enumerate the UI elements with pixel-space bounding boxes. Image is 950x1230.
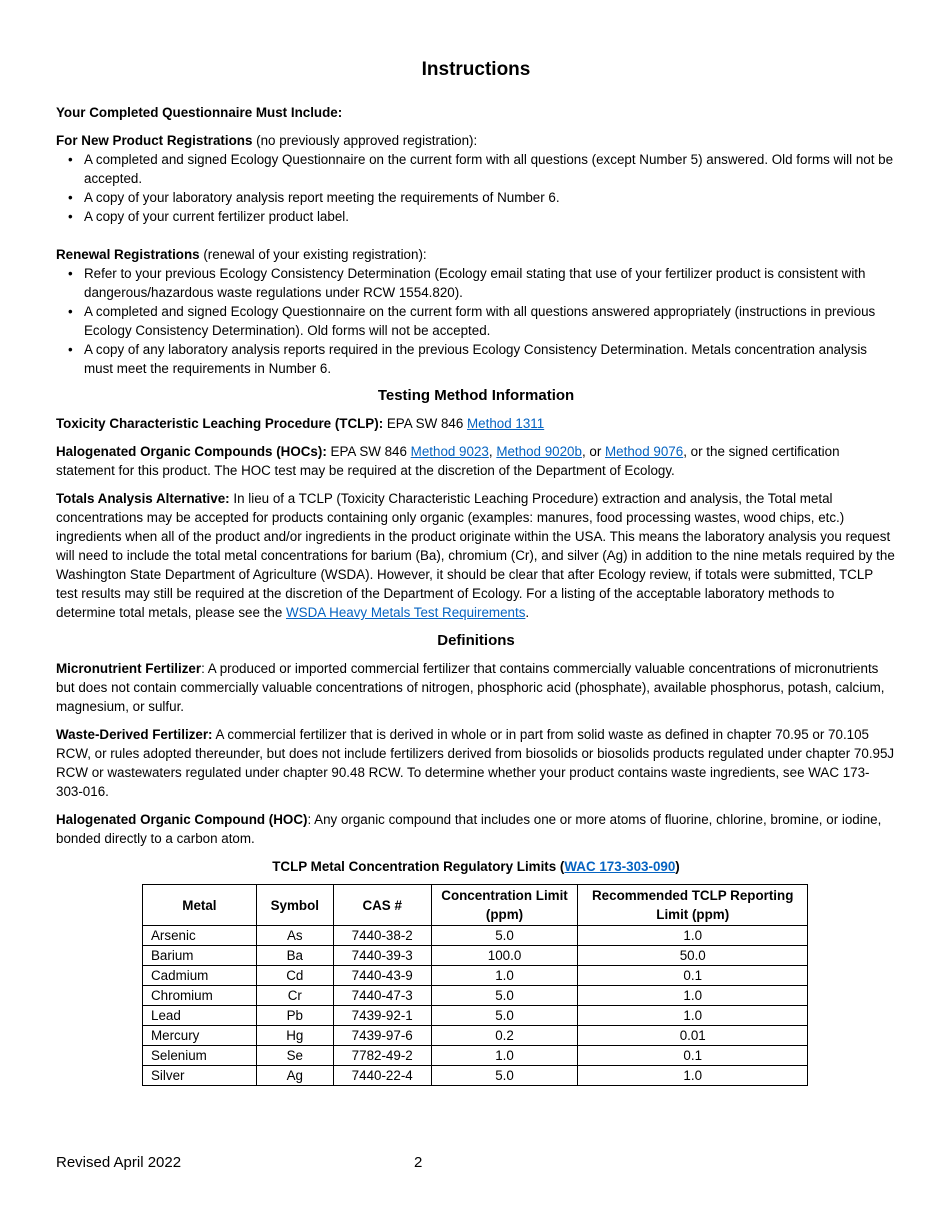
totals-text: In lieu of a TCLP (Toxicity Characteristic Leaching Procedure) extraction and analysis, the Total metal concentrations may be accepted for products containing only organic (examples: manures, food processing wastes, wood chips, etc.) ingredients when all of the product and/or ingredients in the product originate within the USA. This means the laboratory analysis you request will need to include the total metal concentrations for barium (Ba), chromium (Cr), and silver (Ag) in addition to the nine metals required by the Washington State Department of Agriculture (WSDA). However, it should be clear that after Ecology review, if totals were submitted, TCLP test results may still be required at the discretion of the Department of Ecology. For a listing of the acceptable laboratory methods to determine total metals, please see the	[56, 491, 895, 620]
tclp-text: EPA SW 846	[383, 416, 468, 431]
hoc-separator: ,	[488, 444, 497, 459]
waste-derived-label: Waste-Derived Fertilizer:	[56, 727, 213, 742]
cas-cell: 7440-39-3	[333, 946, 431, 966]
tclp-label: Toxicity Characteristic Leaching Procedure (TCLP):	[56, 416, 384, 431]
method-9020b-link[interactable]: Method 9020b	[496, 444, 582, 459]
metal-cell: Cadmium	[143, 966, 257, 986]
micronutrient-label: Micronutrient Fertilizer	[56, 661, 202, 676]
cas-cell: 7439-97-6	[333, 1026, 431, 1046]
tclp-limits-table	[142, 884, 808, 1086]
list-item: • A copy of any laboratory analysis reports required in the previous Ecology Consistency Determination. Metals concentration analysis must meet the requirements in Number 6.	[84, 340, 896, 378]
concentration-limit-cell: 5.0	[431, 986, 578, 1006]
method-1311-link[interactable]: Method 1311	[467, 416, 545, 431]
metal-cell: Arsenic	[143, 926, 257, 946]
revised-date: Revised April 2022	[56, 1154, 182, 1171]
totals-end: .	[525, 605, 530, 620]
metal-cell: Silver	[143, 1066, 257, 1086]
concentration-limit-cell: 1.0	[431, 966, 578, 986]
hoc-label: Halogenated Organic Compounds (HOCs):	[56, 444, 327, 459]
definitions-heading: Definitions	[437, 632, 515, 649]
cas-cell: 7440-43-9	[333, 966, 431, 986]
symbol-cell: Cr	[256, 986, 333, 1006]
totals-paragraph	[56, 489, 896, 622]
cas-cell: 7440-47-3	[333, 986, 431, 1006]
waste-derived-text: A commercial fertilizer that is derived in whole or in part from solid waste as defined in chapter 70.95 or 70.105 RCW, or rules adopted thereunder, but does not include fertilizers derived from biosolids or biosolids products regulated under chapter 70.95J RCW or wastewaters regulated under chapter 90.48 RCW. To determine whether your product contains waste ingredients, see WAC 173-303-016.	[56, 727, 895, 799]
cas-cell: 7439-92-1	[333, 1006, 431, 1026]
page-number: 2	[414, 1154, 423, 1171]
totals-label: Totals Analysis Alternative:	[56, 491, 230, 506]
hoc-paragraph	[56, 442, 896, 480]
caption-end: )	[675, 859, 680, 874]
symbol-cell: Se	[256, 1046, 333, 1066]
metal-cell: Barium	[143, 946, 257, 966]
table-row	[143, 966, 808, 986]
renewal-registrations-heading	[56, 245, 896, 264]
cas-cell: 7440-22-4	[333, 1066, 431, 1086]
symbol-cell: Ba	[256, 946, 333, 966]
list-item: • A copy of your current fertilizer product label.	[84, 207, 896, 226]
hoc-separator: , or	[581, 444, 606, 459]
list-item: • Refer to your previous Ecology Consistency Determination (Ecology email stating that use of your fertilizer product is consistent with dangerous/hazardous waste regulations under RCW 1554.820).	[84, 264, 896, 302]
hoc-definition-label: Halogenated Organic Compound (HOC)	[56, 812, 308, 827]
tclp-paragraph	[56, 414, 896, 433]
renewal-registrations-list	[56, 264, 896, 378]
symbol-cell: As	[256, 926, 333, 946]
cas-cell: 7782-49-2	[333, 1046, 431, 1066]
reporting-limit-cell: 1.0	[578, 1066, 808, 1086]
concentration-limit-cell: 0.2	[431, 1026, 578, 1046]
reporting-limit-cell: 1.0	[578, 986, 808, 1006]
metal-cell: Lead	[143, 1006, 257, 1026]
reporting-limit-cell: 0.1	[578, 1046, 808, 1066]
metal-cell: Chromium	[143, 986, 257, 1006]
table-row	[143, 946, 808, 966]
list-item: • A copy of your laboratory analysis report meeting the requirements of Number 6.	[84, 188, 896, 207]
concentration-limit-cell: 100.0	[431, 946, 578, 966]
column-header-reporting-limit: Recommended TCLP Reporting Limit (ppm)	[578, 885, 808, 926]
reporting-limit-cell: 1.0	[578, 1006, 808, 1026]
list-item: • A completed and signed Ecology Questionnaire on the current form with all questions (except Number 5) answered. Old forms will not be accepted.	[84, 150, 896, 188]
hoc-definition-text: : Any organic compound that includes one or more atoms of fluorine, chlorine, bromine, or iodine, bonded directly to a carbon atom.	[56, 812, 882, 846]
cas-cell: 7440-38-2	[333, 926, 431, 946]
column-header-concentration-limit: Concentration Limit (ppm)	[431, 885, 578, 926]
column-header-symbol: Symbol	[256, 885, 333, 926]
symbol-cell: Pb	[256, 1006, 333, 1026]
caption-text: TCLP Metal Concentration Regulatory Limits (	[272, 859, 565, 874]
testing-method-heading: Testing Method Information	[377, 387, 575, 404]
must-include-heading: Your Completed Questionnaire Must Include:	[56, 105, 343, 120]
table-header-row	[143, 885, 808, 926]
hoc-text-end: , or the signed certification statement for this product. The HOC test may be required at the discretion of the Department of Ecology.	[56, 444, 840, 478]
symbol-cell: Hg	[256, 1026, 333, 1046]
new-registrations-note: (no previously approved registration):	[252, 133, 478, 148]
waste-derived-definition	[56, 725, 896, 801]
table-row	[143, 1026, 808, 1046]
table-row	[143, 926, 808, 946]
table-row	[143, 1006, 808, 1026]
concentration-limit-cell: 5.0	[431, 926, 578, 946]
wac-173-303-090-link[interactable]: WAC 173-303-090	[564, 859, 676, 874]
micronutrient-text: : A produced or imported commercial fertilizer that contains commercially valuable concentrations of micronutrients but does not contain commercially valuable concentrations of nitrogen, phosphoric acid (phosphate), available phosphorus, potash, calcium, magnesium, or sulfur.	[56, 661, 885, 714]
reporting-limit-cell: 50.0	[578, 946, 808, 966]
metal-cell: Selenium	[143, 1046, 257, 1066]
hoc-text: EPA SW 846	[326, 444, 411, 459]
renewal-registrations-label: Renewal Registrations	[56, 247, 200, 262]
table-row	[143, 986, 808, 1006]
metal-cell: Mercury	[143, 1026, 257, 1046]
new-registrations-list	[56, 150, 896, 226]
concentration-limit-cell: 1.0	[431, 1046, 578, 1066]
reporting-limit-cell: 0.01	[578, 1026, 808, 1046]
symbol-cell: Ag	[256, 1066, 333, 1086]
wsda-heavy-metals-link[interactable]: WSDA Heavy Metals Test Requirements	[286, 605, 526, 620]
new-registrations-heading	[56, 131, 896, 150]
table-row	[143, 1066, 808, 1086]
new-registrations-label: For New Product Registrations	[56, 133, 253, 148]
concentration-limit-cell: 5.0	[431, 1006, 578, 1026]
concentration-limit-cell: 5.0	[431, 1066, 578, 1086]
list-item: • A completed and signed Ecology Questionnaire on the current form with all questions answered appropriately (instructions in previous Ecology Consistency Determination). Old forms will not be accepted.	[84, 302, 896, 340]
column-header-cas: CAS #	[333, 885, 431, 926]
micronutrient-definition	[56, 659, 896, 716]
table-caption	[56, 857, 896, 876]
method-9076-link[interactable]: Method 9076	[605, 444, 684, 459]
hoc-definition	[56, 810, 896, 848]
document-page	[56, 58, 896, 1086]
column-header-metal: Metal	[143, 885, 257, 926]
symbol-cell: Cd	[256, 966, 333, 986]
reporting-limit-cell: 0.1	[578, 966, 808, 986]
renewal-registrations-note: (renewal of your existing registration):	[199, 247, 427, 262]
table-row	[143, 1046, 808, 1066]
reporting-limit-cell: 1.0	[578, 926, 808, 946]
method-9023-link[interactable]: Method 9023	[410, 444, 489, 459]
page-title: Instructions	[421, 59, 531, 80]
